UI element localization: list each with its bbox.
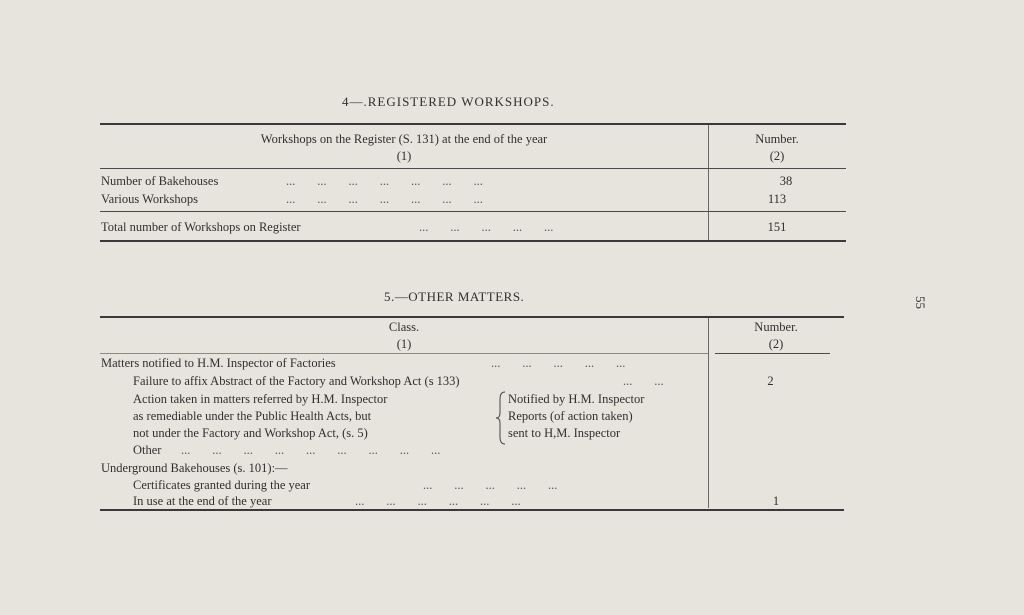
certificates-label: Certificates granted during the year (133, 478, 311, 492)
leader-dots: ... ... ... ... ... (423, 478, 558, 492)
section4-row-label: Number of Bakehouses (101, 174, 219, 188)
leader-dots: ... ... ... ... ... (491, 356, 626, 370)
matters-heading (101, 356, 626, 370)
notified-line: Notified by H.M. Inspector (508, 392, 645, 406)
section4-row-bakehouses (101, 174, 483, 188)
section4-total-label: Total number of Workshops on Register (101, 220, 301, 234)
failure-label: Failure to affix Abstract of the Factory and Workshop Act (s 133) (133, 374, 460, 388)
in-use-value: 1 (772, 494, 780, 508)
leader-dots: ... ... ... ... ... ... ... (286, 174, 483, 188)
page-number: 55 (913, 296, 928, 309)
certificates-row (133, 478, 558, 492)
section5-col2-header (708, 319, 844, 353)
other-label: Other (133, 443, 162, 457)
section4-col1-header (100, 131, 708, 165)
matters-heading-label: Matters notified to H.M. Inspector of Factories (101, 356, 336, 370)
section4-col1-title: Workshops on the Register (S. 131) at the end of the year (260, 132, 548, 146)
section5-col1-title: Class. (388, 320, 420, 334)
leader-dots: ... ... ... ... ... ... ... ... ... (181, 443, 441, 457)
other-row (133, 443, 441, 457)
section4-total-row (101, 220, 554, 234)
section4-col2-sub: (2) (769, 149, 785, 163)
notified-line: Reports (of action taken) (508, 409, 633, 423)
leader-dots: ... ... ... ... ... (419, 220, 554, 234)
action-line: as remediable under the Public Health Acts, but (133, 409, 372, 423)
section4-header-rule (100, 168, 846, 169)
section5-col2-title: Number. (754, 320, 798, 334)
section4-bottom-rule (100, 240, 846, 242)
section5-header-rule-left (100, 353, 708, 354)
action-line: Action taken in matters referred by H.M. Inspector (133, 392, 388, 406)
in-use-row (133, 494, 521, 508)
section5-col1-header (100, 319, 708, 353)
section4-total-value: 151 (767, 220, 787, 234)
failure-value: 2 (767, 374, 774, 388)
notified-line: sent to H,M. Inspector (508, 426, 621, 440)
section4-row-label: Various Workshops (101, 192, 199, 206)
section4-total-rule (100, 211, 846, 212)
section4-row-various-value: 113 (767, 192, 787, 206)
action-line: not under the Factory and Workshop Act, (s. 5) (133, 426, 368, 440)
leader-dots: ... ... ... ... ... ... (355, 494, 521, 508)
section4-top-rule (100, 123, 846, 125)
action-block (133, 391, 387, 442)
section5-bottom-rule (100, 509, 844, 511)
section5-header-rule-right (715, 353, 830, 354)
in-use-label: In use at the end of the year (133, 494, 272, 508)
section4-title: 4—.REGISTERED WORKSHOPS. (342, 94, 555, 109)
section5-top-rule (100, 316, 844, 318)
section4-col1-sub: (1) (396, 149, 412, 163)
failure-row (133, 374, 664, 388)
underground-heading: Underground Bakehouses (s. 101):— (101, 461, 288, 475)
section4-col2-header (708, 131, 846, 165)
section4-col2-title: Number. (755, 132, 799, 146)
leader-dots: ... ... (623, 374, 664, 388)
section4-row-bakehouses-value: 38 (779, 174, 793, 188)
section5-col1-sub: (1) (396, 337, 412, 351)
leader-dots: ... ... ... ... ... ... ... (286, 192, 483, 206)
section5-col2-sub: (2) (768, 337, 784, 351)
brace-icon (495, 391, 507, 445)
section5-title: 5.—OTHER MATTERS. (384, 289, 525, 304)
notified-block (508, 391, 644, 442)
section4-row-various (101, 192, 483, 206)
